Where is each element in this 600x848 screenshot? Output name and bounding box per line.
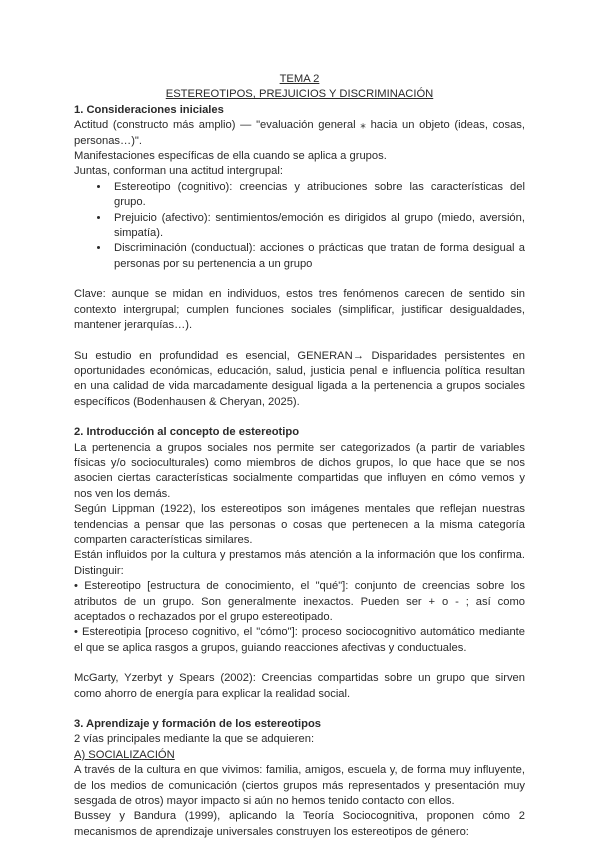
section2-p1: La pertenencia a grupos sociales nos permite ser categorizados (a partir de variables físicas y/o socioculturales) como miembros de dichos grupos, lo que hace que se nos asocien ciertas características socialmente compartidas que influyen en cómo vemos y nos ven los demás. <box>74 441 525 500</box>
document-title: ESTEREOTIPOS, PREJUICIOS Y DISCRIMINACIÓN <box>165 88 434 101</box>
section2-p3: Están influidos por la cultura y prestamos más atención a la información que los confirma. Distinguir: <box>74 549 525 577</box>
section1-p2: Manifestaciones específicas de ella cuando se aplica a grupos. <box>74 150 387 163</box>
estereotipia-bullet: • Estereotipia [proceso cognitivo, el "cómo"]: proceso sociocognitivo automático mediante el que se aplica rasgos a grupos, guiando reacciones afectivas y conductuales. <box>74 626 525 654</box>
list-item: • Discriminación (conductual): acciones o prácticas que tratan de forma desigual a personas por su pertenencia a un grupo <box>110 241 525 272</box>
mcgarty-paragraph: McGarty, Yzerbyt y Spears (2002): Creencias compartidas sobre un grupo que sirven como ahorro de energía para explicar la realidad social. <box>74 672 525 700</box>
section1-p1: Actitud (constructo más amplio) — "evaluación general ⁎ hacia un objeto (ideas, cosas, personas…)". <box>74 119 525 147</box>
socializacion-subheading: A) SOCIALIZACIÓN <box>74 748 175 761</box>
estudio-paragraph: Su estudio en profundidad es esencial, GENERAN→ Disparidades persistentes en oportunidades económicas, educación, salud, justicia penal e influencia política resultan en una calidad de vida marcadamente desigual ligada a la pertenencia a grupos sociales específicos (Bodenhausen & Cheryan, 2025). <box>74 349 525 408</box>
section3-heading: 3. Aprendizaje y formación de los estereotipos <box>74 718 322 731</box>
section1-p3: Juntas, conforman una actitud intergrupal: <box>74 165 283 178</box>
list-item: • Prejuicio (afectivo): sentimientos/emoción es dirigidos al grupo (miedo, aversión, simpatía). <box>110 211 525 242</box>
section3-p3: Bussey y Bandura (1999), aplicando la Teoría Sociocognitiva, proponen cómo 2 mecanismos de aprendizaje universales construyen los estereotipos de género: <box>74 810 525 838</box>
attitude-components-list <box>74 180 525 272</box>
section3-p2: A través de la cultura en que vivimos: familia, amigos, escuela y, de forma muy influyente, de los medios de comunicación (ciertos grupos más representados y presentación muy sesgada de otros) mayor impacto si aún no hemos tenido contacto con ellos. <box>74 764 525 808</box>
section2-heading: 2. Introducción al concepto de estereotipo <box>74 426 300 439</box>
clave-paragraph: Clave: aunque se midan en individuos, estos tres fenómenos carecen de sentido sin contexto intergrupal; cumplen funciones sociales (simplificar, justificar desigualdades, mantener jerarquías…). <box>74 288 525 332</box>
tema-label: TEMA 2 <box>279 73 320 85</box>
section3-p1: 2 vías principales mediante la que se adquieren: <box>74 733 315 746</box>
section2-p2: Según Lippman (1922), los estereotipos son imágenes mentales que reflejan nuestras tendencias a pensar que las personas o cosas que pertenecen a la misma categoría comparten características similares. <box>74 503 525 546</box>
list-item: • Estereotipo (cognitivo): creencias y atribuciones sobre las características del grupo. <box>110 180 525 211</box>
estereotipo-bullet: • Estereotipo [estructura de conocimiento, el "qué"]: conjunto de creencias sobre los atributos de un grupo. Son generalmente inexactos. Pueden ser + o - ; así como aceptados o rechazados por el grupo estereotipado. <box>74 580 525 623</box>
section1-heading: 1. Consideraciones iniciales <box>74 103 224 116</box>
